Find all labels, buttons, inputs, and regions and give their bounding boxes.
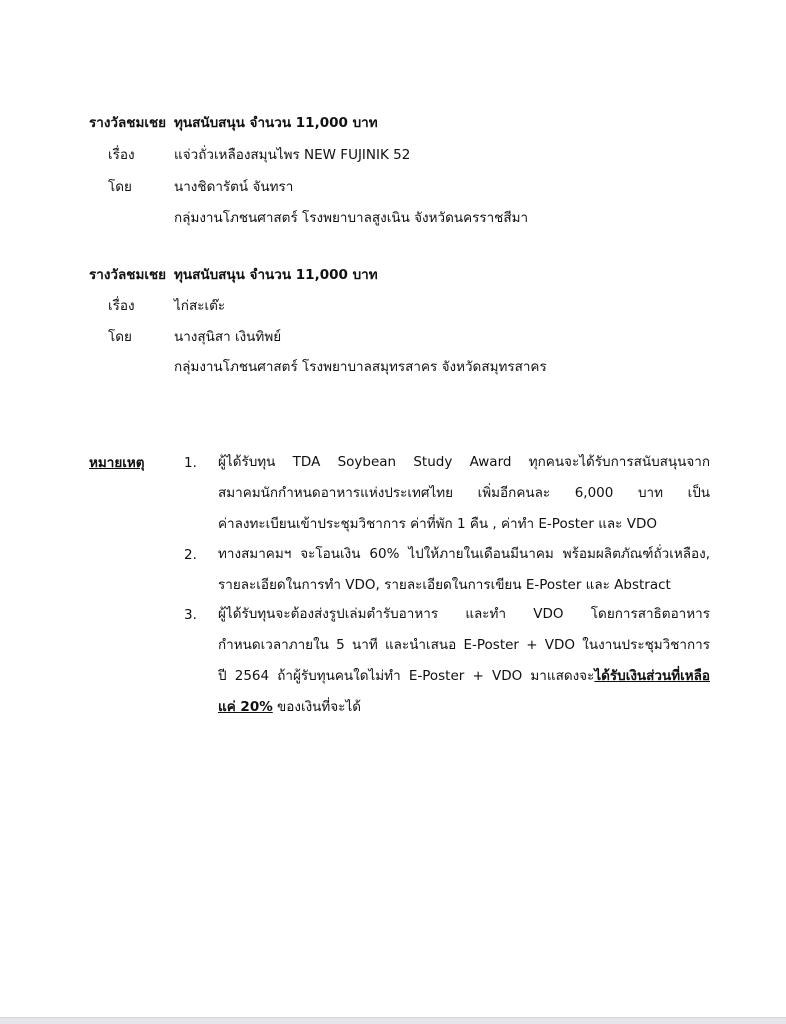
notes-label: หมายเหตุ	[89, 455, 145, 471]
note-2-text	[218, 539, 710, 601]
note-1-number: 1.	[184, 455, 197, 471]
note-1-line-3: ค่าลงทะเบียนเข้าประชุมวิชาการ ค่าที่พัก 1 คืน , ค่าทำ E-Poster และ VDO	[218, 516, 657, 532]
note-3-line-4	[218, 692, 710, 723]
note-3-line-2: กำหนดเวลาภายใน 5 นาที และนำเสนอ E-Poster + VDO ในงานประชุมวิชาการ	[218, 637, 710, 653]
note-2-number: 2.	[184, 547, 197, 563]
award-1-grant: ทุนสนับสนุน จำนวน 11,000 บาท	[174, 115, 378, 131]
award-2-subject-label: เรื่อง	[108, 298, 135, 314]
page-bottom-edge	[0, 1017, 786, 1024]
note-2-line-1: ทางสมาคมฯ จะโอนเงิน 60% ไปให้ภายในเดือนมีนาคม พร้อมผลิตภัณฑ์ถั่วเหลือง,	[218, 546, 710, 562]
award-1-subject: แจ่วถั่วเหลืองสมุนไพร NEW FUJINIK 52	[174, 147, 411, 163]
note-3-number: 3.	[184, 607, 197, 623]
note-2-line-2: รายละเอียดในการทำ VDO, รายละเอียดในการเขียน E-Poster และ Abstract	[218, 577, 671, 593]
note-3-text	[218, 599, 710, 723]
award-1-subject-label: เรื่อง	[108, 147, 135, 163]
note-3-line-1: ผู้ได้รับทุนจะต้องส่งรูปเล่มตำรับอาหาร และทำ VDO โดยการสาธิตอาหาร	[218, 606, 710, 622]
note-3-line-3	[218, 661, 710, 692]
award-1-by-label: โดย	[108, 179, 132, 195]
note-3-emphasis-remaining: ได้รับเงินส่วนที่เหลือ	[594, 668, 710, 684]
award-2-by-label: โดย	[108, 329, 132, 345]
award-2-title: รางวัลชมเชย	[89, 267, 167, 283]
award-2-by: นางสุนิสา เงินทิพย์	[174, 329, 282, 345]
note-3-line-4-text: ของเงินที่จะได้	[272, 699, 362, 715]
award-1-title: รางวัลชมเชย	[89, 115, 167, 131]
note-3-line-3-text: ปี 2564 ถ้าผู้รับทุนคนใดไม่ทำ E-Poster + VDO มาแสดงจะ	[218, 668, 595, 684]
award-2-org: กลุ่มงานโภชนศาสตร์ โรงพยาบาลสมุทรสาคร จังหวัดสมุทรสาคร	[174, 359, 547, 375]
note-1-line-1: ผู้ได้รับทุน TDA Soybean Study Award ทุกคนจะได้รับการสนับสนุนจาก	[218, 454, 710, 470]
note-1-line-2: สมาคมนักกำหนดอาหารแห่งประเทศไทย เพิ่มอีกคนละ 6,000 บาท เป็น	[218, 485, 710, 501]
note-1-text	[218, 447, 710, 540]
award-1-by: นางชิดารัตน์ จันทรา	[174, 179, 294, 195]
award-2-subject: ไก่สะเต๊ะ	[174, 298, 226, 314]
note-3-emphasis-percent: แค่ 20%	[218, 699, 273, 715]
award-1-org: กลุ่มงานโภชนศาสตร์ โรงพยาบาลสูงเนิน จังหวัดนครราชสีมา	[174, 210, 529, 226]
award-2-grant: ทุนสนับสนุน จำนวน 11,000 บาท	[174, 267, 378, 283]
